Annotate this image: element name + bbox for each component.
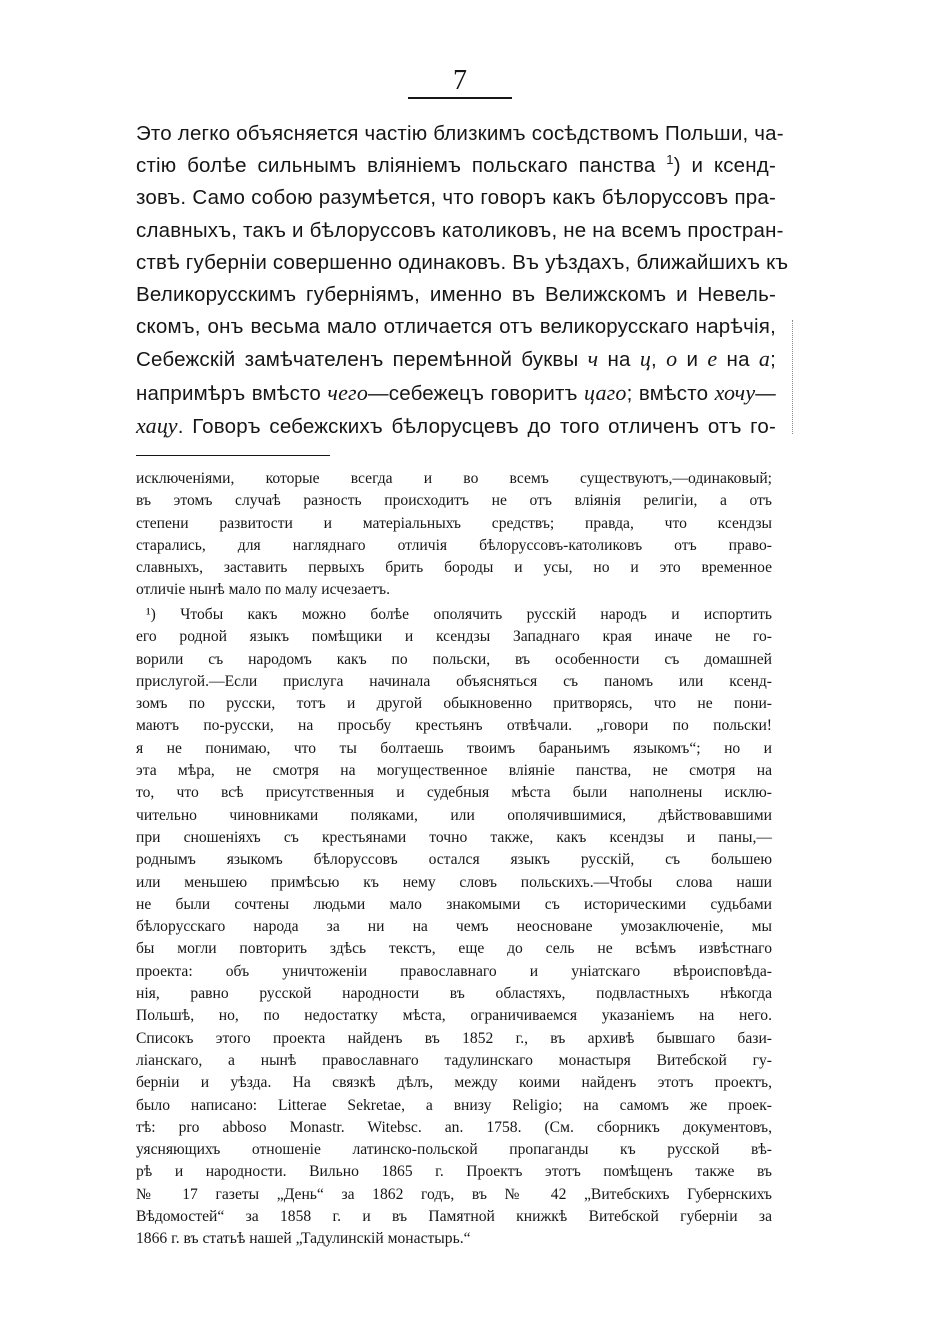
italic-word: хацу [136,412,178,438]
footnote-line: тѣ: pro abboso Monastr. Witebsc. an. 1758. (См. сборникъ документовъ, [136,1118,772,1136]
text-run: — [755,381,776,405]
main-text-line [136,343,776,376]
text-run: и [677,348,708,372]
footnote-line: эта мѣра, не смотря на могущественное вліяніе панства, не смотря на [136,762,772,780]
text-run: , [651,348,667,372]
footnote-1 [136,604,772,1251]
footnote-line: степени развитости и матеріальныхъ средствъ; правда, что ксендзы [136,514,772,532]
footnote-line: роднымъ языкомъ бѣлоруссовъ остался языкъ русскій, съ большею [136,851,772,869]
text-run: ) и ксенд- [673,154,776,178]
main-text-line: Это легко объясняется частію близкимъ сосѣдствомъ Польши, ча- [136,122,784,145]
italic-word: хочу [714,379,756,405]
main-text-line [136,150,776,182]
footnote-line: Вѣдомостей“ за 1858 г. и въ Памятной книжкѣ Витебской губерніи за [136,1208,772,1226]
main-text-line: зовъ. Само собою разумѣется, что говоръ какъ бѣлоруссовъ пра- [136,186,776,210]
footnote-line: бѣлорусскаго народа за ни на чемъ неосноване умозаключеніе, мы [136,918,772,936]
footnote-line: уясняющихъ отношеніе латинско-польской пропаганды къ русской вѣ- [136,1141,772,1159]
main-text-line [136,377,776,410]
footnote-line: маютъ по-русски, на просьбу крестьянъ отвѣчали. „говори по польски! [136,717,772,735]
footnote-line: ліанскаго, а нынѣ православнаго тадулинскаго монастыря Витебской гу- [136,1051,772,1069]
footnote-line: при сношеніяхъ съ крестьянами точно также, какъ ксендзы и паны,— [136,828,772,846]
footnote-separator [136,455,330,456]
text-run: —себежецъ говоритъ [368,381,584,405]
footnote-line: прислугой.—Если прислуга начинала объясняться съ паномъ или ксенд- [136,672,772,690]
footnote-line: или меньшею примѣсью къ нему словъ польскихъ.—Чтобы слова наши [136,873,772,891]
footnote-line: 1866 г. въ статьѣ нашей „Тадулинскій монастырь.“ [136,1230,471,1248]
main-text-block [136,118,789,443]
margin-mark [792,320,797,434]
footnote-line: берніи и уѣзда. На связкѣ дѣлъ, между коими найденъ этотъ проектъ, [136,1074,772,1092]
italic-word: ч [587,346,599,372]
footnote-line: чительно чиновниками поляками, или ополячившимися, дѣйствовавшими [136,806,772,824]
text-run: на [598,348,640,372]
footnote-line: рѣ и народности. Вильно 1865 г. Проектъ этотъ помѣщенъ также въ [136,1163,772,1181]
continued-footnote [136,468,772,602]
main-text-line: Великорусскимъ губерніямъ, именно въ Велижскомъ и Невель- [136,283,776,307]
footnote-marker: ¹) [146,606,156,623]
main-text-line: скомъ, онъ весьма мало отличается отъ великорусскаго нарѣчія, [136,315,776,339]
text-run: Чтобы какъ можно болѣе ополячить русскій народъ и испортить [155,606,772,623]
text-run: стію болѣе сильнымъ вліяніемъ польскаго панства [136,154,667,178]
footnote-line: не были сочтены людьми мало знакомыми съ историческими судьбами [136,895,772,913]
page-number-rule [408,97,512,99]
italic-word: е [707,346,718,372]
text-run: Себежскій замѣчателенъ перемѣнной буквы [136,348,588,372]
footnote-line: Списокъ этого проекта найденъ въ 1852 г., въ архивѣ бывшаго бази- [136,1029,772,1047]
text-run: напримѣръ вмѣсто [136,381,328,405]
italic-word: цаго [583,379,627,405]
text-run: . Говоръ себежскихъ бѣлорусцевъ до того отличенъ отъ го- [177,414,776,438]
footnote-line: въ этомъ случаѣ разность происходитъ не отъ вліянія религіи, а отъ [136,492,772,510]
footnote-line: ворили съ народомъ какъ по польски, въ особенности съ домашней [136,650,772,668]
italic-word: а [758,346,771,372]
footnote-line: старались, для нагляднаго отличія бѣлоруссовъ-католиковъ отъ право- [136,536,772,554]
footnote-line: его родной языкъ помѣщики и ксендзы Западнаго края иначе не го- [136,628,772,646]
main-text-line: славныхъ, такъ и бѣлоруссовъ католиковъ, не на всемъ простран- [136,218,784,242]
text-run: на [717,348,759,372]
footnote-line: славныхъ, заставить первыхъ брить бороды и усы, но и это временное [136,559,772,577]
main-text-line [136,410,776,443]
footnote-line: № 17 газеты „День“ за 1862 годъ, въ № 42 „Витебскихъ Губернскихъ [136,1185,772,1203]
footnote-line: нія, равно русской народности въ областяхъ, подвластныхъ нѣкогда [136,985,772,1003]
footnote-reference: 1 [666,152,674,168]
footnote-line: зомъ по русски, тотъ и другой обыкновенно притворясь, что не пони- [136,695,772,713]
main-text-line: ствѣ губерніи совершенно одинаковъ. Въ уѣздахъ, ближайшихъ къ [136,250,789,274]
footnote-line: то, что всѣ присутственныя и судебныя мѣста были наполнены исклю- [136,784,772,802]
footnote-line: было написано: Litterae Sekretae, а внизу Religio; на самомъ же проек- [136,1096,772,1114]
footnote-line: я не понимаю, что ты болтаешь твоимъ бараньимъ языкомъ“; но и [136,739,772,757]
footnote-line: отличіе нынѣ мало по малу исчезаетъ. [136,581,390,599]
italic-word: чего [327,379,369,405]
footnote-line: бы могли повторить здѣсь текстъ, еще до сель не всѣмъ извѣстнаго [136,940,772,958]
text-run: ; [770,348,776,372]
footnote-line: проекта: объ уничтоженіи православнаго и уніатскаго вѣроисповѣда- [136,962,772,980]
text-run: ; вмѣсто [626,381,715,405]
italic-word: о [666,346,678,372]
footnote-line: исключеніями, которые всегда и во всемъ существуютъ,—одинаковый; [136,470,772,487]
page-number: 7 [453,65,467,96]
footnote-line: Польшѣ, но, по недостатку мѣста, ограничиваемся указаніемъ на него. [136,1007,772,1025]
footnote-line [136,604,772,626]
italic-word: ц [639,346,652,372]
